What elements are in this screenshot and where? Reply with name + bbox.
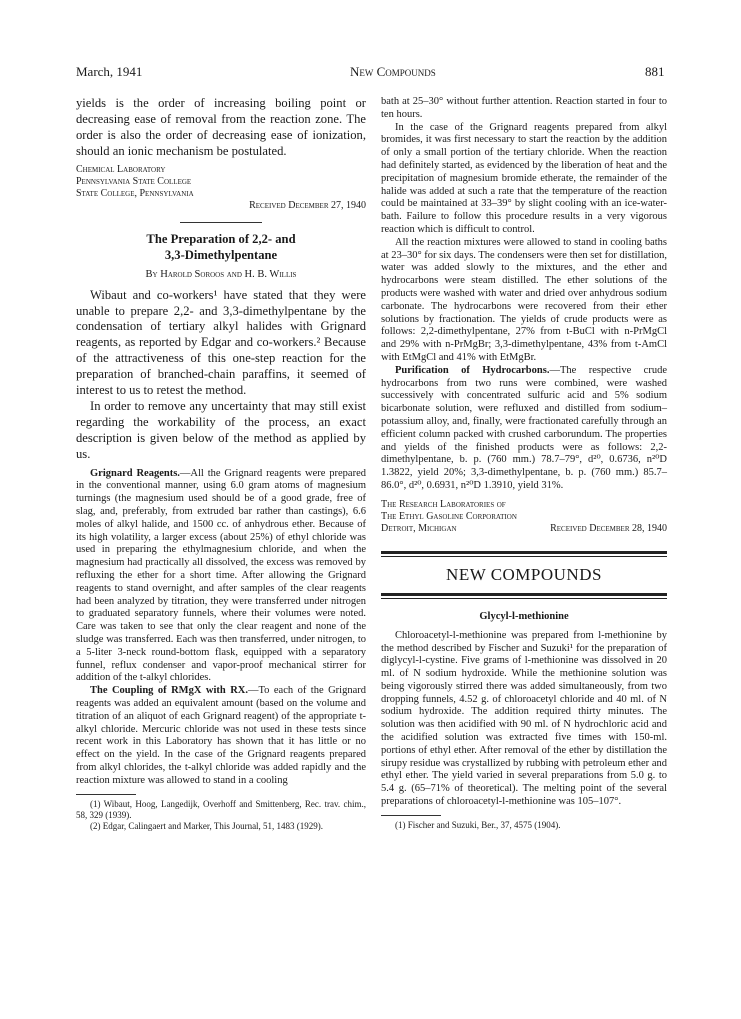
affiliation-block — [381, 499, 667, 535]
section-heading: Purification of Hydrocarbons. — [395, 364, 550, 376]
affiliation-line: Detroit, Michigan — [381, 522, 457, 534]
purification-paragraph — [381, 365, 667, 493]
section-heading: The Coupling of RMgX with RX. — [90, 685, 248, 697]
section-rule — [381, 593, 667, 596]
affiliation-line: Chemical Laboratory — [76, 163, 166, 175]
left-column — [76, 96, 366, 832]
coupling-paragraph — [76, 685, 366, 787]
section-heading: Grignard Reagents. — [90, 467, 180, 479]
section-rule — [381, 556, 667, 557]
paragraph: All the reaction mixtures were allowed to stand in cooling baths at 23–30° for six days. The condensers were then set for distillation, water was added slowly to the mixtures, and the ether and hydrocarbons were steam distilled. The ether solutions of the products were washed with water and dried over anhydrous sodium carbonate. The hydrocarbons were recovered from their ether solutions by fractionation. The yields of crude products were as follows: 2,2-dimethylpentane, 27% from t-BuCl with n-PrMgCl and 29% with n-PrMgBr; 3,3-dimethylpentane, 43% from t-AmCl with EtMgCl and 41% with EtMgBr. — [381, 236, 667, 363]
compound-paragraph: Chloroacetyl-l-methionine was prepared from l-methionine by the method described by Fischer and Suzuki¹ for the preparation of diglycyl-l-cystine. Five grams of l-methionine was dissolved in 20 ml. of N sodium hydroxide. While the methionine solution was being vigorously stirred there was added simultaneously, from two dropping funnels, 4.52 g. of chloroacetyl chloride and 40 ml. of N sodium hydroxide. The addition required thirty minutes. The solution was then acidified with 90 ml. of N hydrochloric acid and the acidified solution was extracted five times with 150-ml. portions of ethyl ether. After removal of the ether by distillation the sirupy residue was crystallized by rubbing with petroleum ether and ethyl ether. The yield varied in several preparations from 5.0 g. to 5.4 g. (65–71% of theoretical). The melting point of the several preparations of chloroacetyl-l-methionine was 105–107°. — [381, 629, 667, 808]
divider — [180, 222, 262, 223]
paragraph-text: —All the Grignard reagents were prepared in the conventional manner, using 6.0 gram atoms of magnesium turnings (the magnesium used should be of a good grade, free of slag, and, preferably, from extruded bar rather than castings), 6.6 moles of alkyl halide, and 1500 cc. of anhydrous ether. Because of its high volatility, a larger excess (about 25%) of ethyl chloride was used in preparing the ethylmagnesium chloride, and when the magnesium had practically all dissolved, the excess was removed by refluxing the ether for a short time. After allowing the Grignard reagents to stand overnight, and after samples of the clear reagents had been analyzed by titration, they were transferred under nitrogen to graduated separatory funnels, where their volumes were noted. Care was taken to see that only the clear reagent and none of the sludge was transferred. Each was then transferred, under nitrogen, to a 5-liter 3-neck round-bottom flask, equipped with a separatory funnel, reflux condenser and vapor-proof mechanical stirrer for addition of the t-alkyl chlorides. — [76, 467, 366, 684]
affiliation-line: State College, Pennsylvania — [76, 187, 194, 199]
running-head-date: March, 1941 — [76, 64, 143, 79]
article-title-line: The Preparation of 2,2- and — [146, 231, 296, 246]
footnote: (1) Wibaut, Hoog, Langedijk, Overhoff and Smittenberg, Rec. trav. chim., 58, 329 (1939). — [76, 798, 366, 820]
affiliation-block — [76, 164, 366, 212]
footnote-rule — [381, 815, 441, 816]
byline: By Harold Soroos and H. B. Willis — [145, 268, 297, 280]
paragraph: bath at 25–30° without further attention. Reaction started in four to ten hours. — [381, 96, 667, 120]
continuation-paragraph: yields is the order of increasing boiling point or decreasing ease of removal from the reaction zone. The order is also the order of decreasing ease of ionization, should an ionic mechanism be postulated. — [76, 96, 366, 158]
footnote: (1) Fischer and Suzuki, Ber., 37, 4575 (1904). — [395, 819, 561, 830]
page-number: 881 — [645, 64, 665, 79]
section-title: NEW COMPOUNDS — [446, 564, 602, 584]
affiliation-row — [381, 523, 667, 535]
affiliation-line: Pennsylvania State College — [76, 175, 192, 187]
section-rule — [381, 551, 667, 554]
received-date: Received December 28, 1940 — [550, 522, 667, 534]
footnote: (2) Edgar, Calingaert and Marker, This Journal, 51, 1483 (1929). — [90, 820, 324, 831]
right-column — [381, 96, 667, 831]
article-title-line: 3,3-Dimethylpentane — [164, 247, 278, 262]
intro-paragraph: Wibaut and co-workers¹ have stated that they were unable to prepare 2,2- and 3,3-dimethylpentane by the condensation of tertiary alkyl halides with Grignard reagents, as reported by Edgar and co-workers.² Because of the attractiveness of this one-step reaction for the preparation of branched-chain paraffins, it seemed of interest to us to retest the method. — [76, 287, 366, 398]
running-head-title: New Compounds — [350, 64, 436, 79]
paragraph: In the case of the Grignard reagents prepared from alkyl bromides, it was first necessary to start the reaction by the addition of only a small portion of the tertiary chloride. When the reaction had definitely started, as evidenced by the liberation of heat and the precipitation of magnesium bromide etherate, the remainder of the halide was added at such a rate that the temperature of the reaction could be maintained at 33–39° by slight cooling with an ice-water-bath. Failure to follow this procedure results in a very vigorous reaction which is difficult to control. — [381, 121, 667, 235]
paragraph-text: —The respective crude hydrocarbons from two runs were combined, were washed successively with concentrated sulfuric acid and 5% sodium bicarbonate solution, were refluxed and distilled from sodium–potassium alloy, and, finally, were fractionated carefully through an efficient column packed with crushed carborundum. The properties and yields of the finished products were as follows: 2,2-dimethylpentane, b. p. (760 mm.) 78.7–79°, d²⁰, 0.6736, n²⁰D 1.3822, yield 20%; 3,3-dimethylpentane, b. p. (760 mm.) 85.7–86.0°, d²⁰, 0.6931, n²⁰D 1.3910, yield 31%. — [381, 364, 667, 491]
article-title — [76, 231, 366, 263]
affiliation-line: The Research Laboratories of — [381, 498, 506, 510]
affiliation-line: The Ethyl Gasoline Corporation — [381, 510, 517, 522]
grignard-paragraph — [76, 468, 366, 686]
compound-title: Glycyl-l-methionine — [479, 610, 569, 622]
section-rule — [381, 598, 667, 599]
received-date: Received December 27, 1940 — [249, 199, 366, 211]
paragraph-text: —To each of the Grignard reagents was added an equivalent amount (based on the volume and titration of an aliquot of each Grignard reagent) of the appropriate t-alkyl chloride. Mercuric chloride was not used in these tests since recent work in this Laboratory has shown that it has little or no effect on the yield. In the case of the Grignard reagents prepared from alkyl chlorides, the t-alkyl chloride was added rapidly and the reaction mixture was allowed to stand in a cooling — [76, 685, 366, 786]
footnote-rule — [76, 794, 136, 795]
intro-paragraph: In order to remove any uncertainty that may still exist regarding the workability of the process, an exact description is given below of the method as applied by us. — [76, 398, 366, 461]
